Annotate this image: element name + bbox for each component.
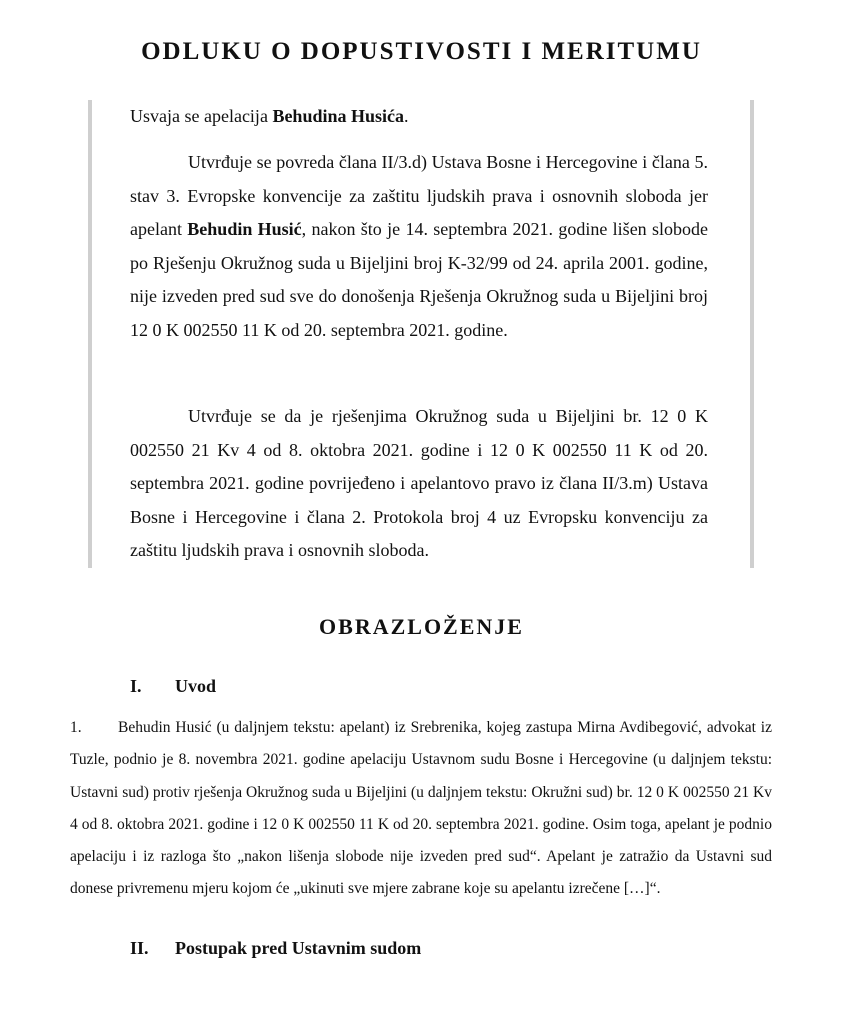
decision-p1-prefix: Usvaja se apelacija [130, 106, 273, 126]
decision-p2-prefix: Utvrđuje se povreda člana II/3.d) Ustava Bosne i Hercegovine i člana 5. stav 3. Evropske konvencije za zaštitu ljudskih prava i osnovnih sloboda jer apelant [130, 152, 708, 239]
section-numeral: I. [130, 676, 142, 696]
paragraph-number: 1. [70, 719, 82, 736]
decision-paragraph-1 [130, 100, 708, 134]
appellant-name: Behudina Husića [272, 106, 404, 126]
decision-paragraph-2 [130, 146, 708, 347]
decision-paragraph-3: Utvrđuje se da je rješenjima Okružnog suda u Bijeljini br. 12 0 K 002550 21 Kv 4 od 8. oktobra 2021. godine i 12 0 K 002550 11 K od 20. septembra 2021. godine povrijeđeno i apelantovo pravo iz člana II/3.m) Ustava Bosne i Hercegovine i člana 2. Protokola broj 4 uz Evropsku konvenciju za zaštitu ljudskih prava i osnovnih sloboda. [130, 406, 708, 560]
document-title: ODLUKU O DOPUSTIVOSTI I MERITUMU [141, 38, 702, 65]
section-numeral: II. [130, 938, 149, 958]
decision-block [88, 100, 754, 568]
decision-p2-suffix: , nakon što je 14. septembra 2021. godine lišen slobode po Rješenju Okružnog suda u Bijeljini broj K-32/99 od 24. aprila 2001. godine, nije izveden pred sud sve do donošenja Rješenja Okružnog suda u Bijeljini broj 12 0 K 002550 11 K od 20. septembra 2021. godine. [130, 219, 708, 340]
quote-bar-left [88, 100, 92, 568]
quote-bar-right [750, 100, 754, 568]
decision-p1-suffix: . [403, 106, 409, 126]
section-heading-procedure [130, 938, 421, 959]
paragraph-text: Behudin Husić (u daljnjem tekstu: apelant) iz Srebrenika, kojeg zastupa Mirna Avdibegović, advokat iz Tuzle, podnio je 8. novembra 2021. godine apelaciju Ustavnom sudu Bosne i Hercegovine (u daljnjem tekstu: Ustavni sud) protiv rješenja Okružnog suda u Bijeljini (u daljnjem tekstu: Okružni sud) br. 12 0 K 002550 21 Kv 4 od 8. oktobra 2021. godine i 12 0 K 002550 11 K od 20. septembra 2021. godine. Osim toga, apelant je podnio apelaciju i iz razloga što „nakon lišenja slobode nije izveden pred sud“. Apelant je zatražio da Ustavni sud donese privremenu mjeru kojom će „ukinuti sve mjere zabrane koje su apelantu izrečene […]“. [70, 719, 772, 898]
section-heading-intro [130, 676, 216, 697]
reasoning-heading: OBRAZLOŽENJE [319, 614, 524, 639]
section-title: Uvod [175, 676, 217, 696]
appellant-name-bold: Behudin Husić [187, 219, 302, 239]
paragraph-1 [70, 712, 772, 906]
section-title: Postupak pred Ustavnim sudom [175, 938, 422, 958]
